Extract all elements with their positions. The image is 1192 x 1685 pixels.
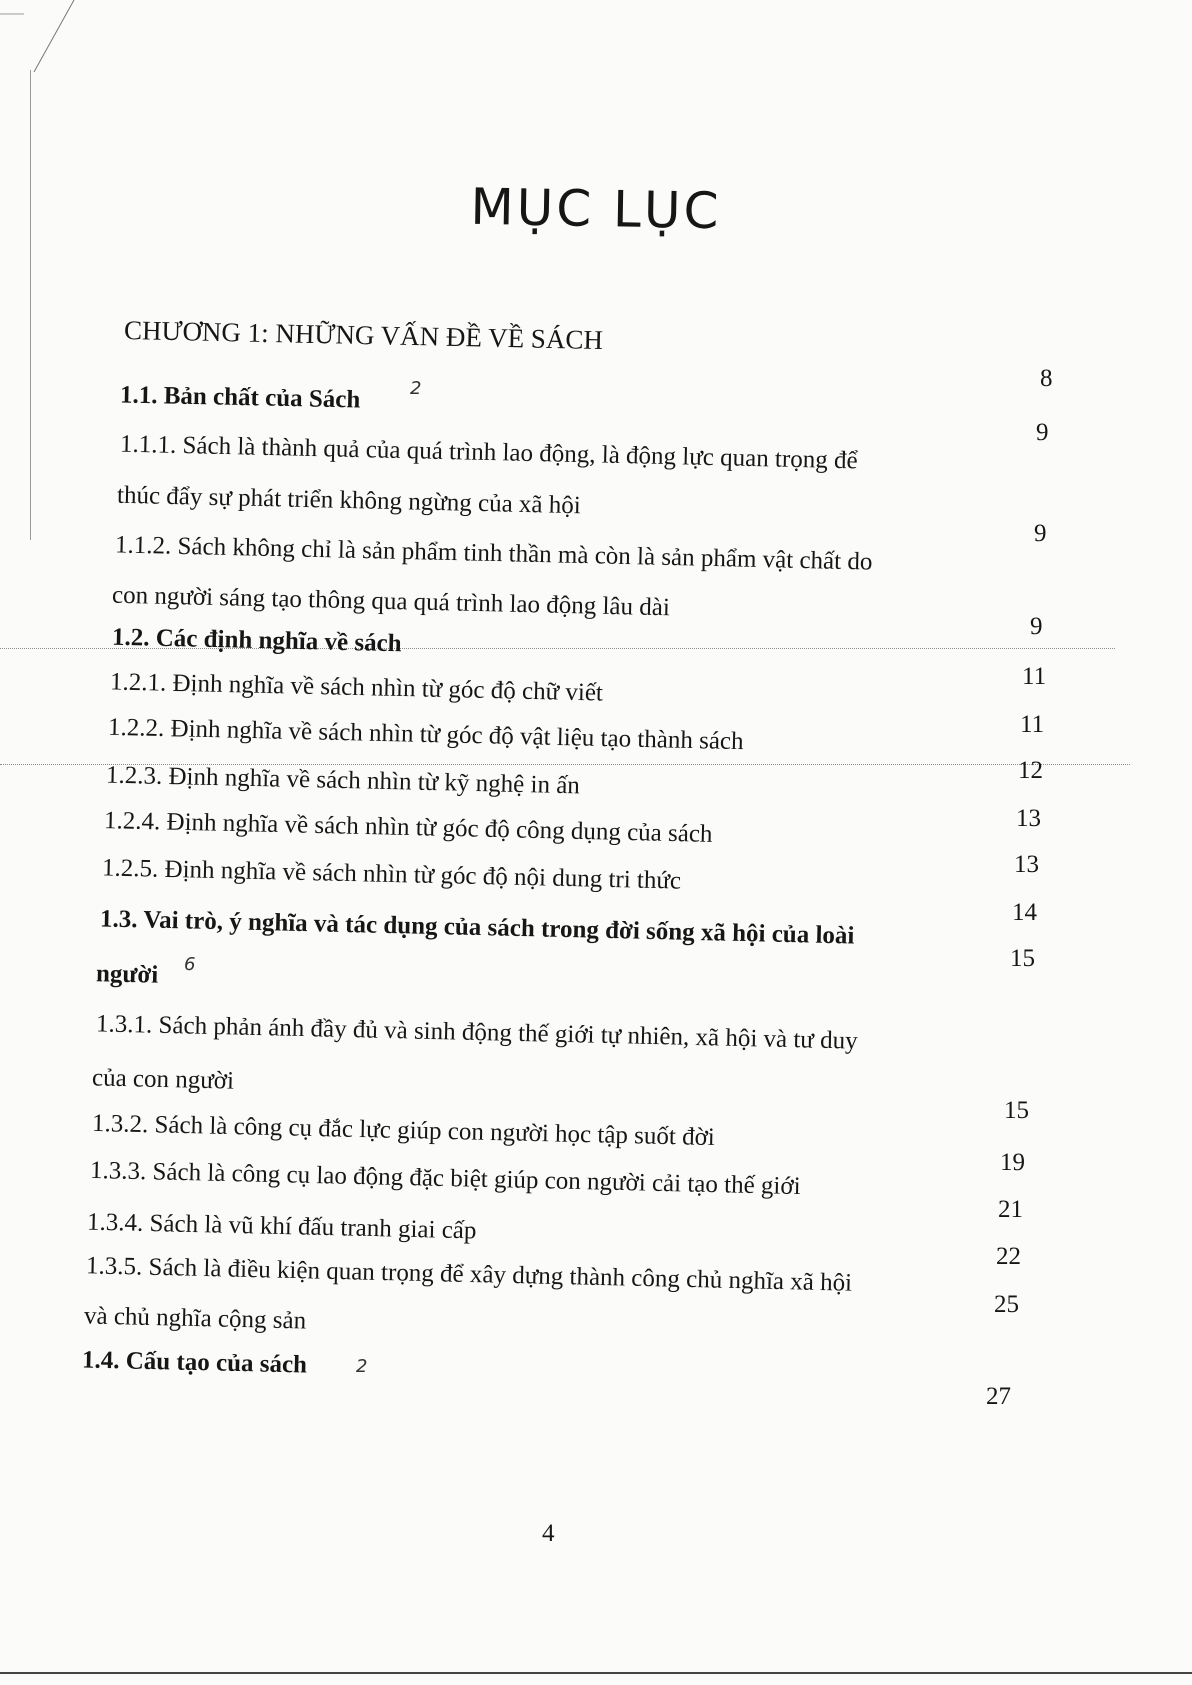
toc-subsection-title: 1.3.4. Sách là vũ khí đấu tranh giai cấp [86, 1208, 477, 1245]
toc-page-number: 8 [1040, 365, 1053, 392]
page-footer-number: 4 [542, 1520, 555, 1547]
toc-subsection-title: 1.3.3. Sách là công cụ lao động đặc biệt giúp con người cải tạo thế giới [89, 1156, 801, 1201]
toc-section-continuation: người [95, 960, 159, 989]
toc-page-number: 27 [986, 1383, 1011, 1410]
toc-page-number: 13 [1014, 851, 1039, 878]
toc-page-number: 14 [1012, 899, 1037, 926]
toc-page-number: 11 [1022, 663, 1047, 690]
toc-subsection-title: 1.2.5. Định nghĩa về sách nhìn từ góc độ nội dung tri thức [101, 854, 682, 895]
toc-page-number: 22 [996, 1243, 1021, 1270]
toc-page-number: 19 [1000, 1149, 1025, 1176]
page-title: MỤC LỤC [470, 177, 722, 241]
toc-page-number: 9 [1030, 613, 1043, 640]
toc-subsection-title: 1.2.2. Định nghĩa về sách nhìn từ góc độ vật liệu tạo thành sách [107, 713, 744, 756]
toc-page-number: 9 [1034, 520, 1047, 547]
toc-subsection-title: 1.3.5. Sách là điều kiện quan trọng để xây dựng thành công chủ nghĩa xã hội [85, 1252, 853, 1297]
toc-subsection-continuation: con người sáng tạo thông qua quá trình lao động lâu dài [111, 581, 671, 622]
toc-page-number: 15 [1010, 945, 1035, 972]
toc-chapter-heading: CHƯƠNG 1: NHỮNG VẤN ĐỀ VỀ SÁCH [123, 314, 604, 356]
toc-subsection-continuation: thúc đẩy sự phát triển không ngừng của xã hội [116, 481, 582, 520]
toc-section-title: 1.3. Vai trò, ý nghĩa và tác dụng của sách trong đời sống xã hội của loài [99, 905, 855, 950]
toc-page-number: 12 [1018, 757, 1043, 784]
handwritten-mark: 6 [184, 954, 196, 975]
toc-subsection-title: 1.1.1. Sách là thành quả của quá trình lao động, là động lực quan trọng để [119, 430, 858, 475]
toc-section-title: 1.1. Bản chất của Sách [119, 381, 361, 414]
toc-subsection-continuation: của con người [91, 1064, 235, 1095]
toc-section-title: 1.2. Các định nghĩa về sách [111, 623, 402, 658]
toc-subsection-continuation: và chủ nghĩa cộng sản [83, 1302, 307, 1335]
toc-subsection-title: 1.3.1. Sách phản ánh đầy đủ và sinh động thế giới tự nhiên, xã hội và tư duy [95, 1010, 858, 1055]
toc-page-number: 9 [1036, 419, 1049, 446]
toc-section-title: 1.4. Cấu tạo của sách [81, 1346, 308, 1379]
toc-subsection-title: 1.1.2. Sách không chỉ là sản phẩm tinh thần mà còn là sản phẩm vật chất do [114, 531, 873, 576]
toc-subsection-title: 1.2.4. Định nghĩa về sách nhìn từ góc độ công dụng của sách [103, 807, 713, 848]
toc-page-number: 25 [994, 1291, 1019, 1318]
scan-edge-line [30, 70, 31, 540]
handwritten-mark: 2 [356, 1356, 368, 1377]
toc-page-number: 21 [998, 1196, 1023, 1223]
toc-page-number: 11 [1020, 711, 1045, 738]
toc-subsection-title: 1.2.3. Định nghĩa về sách nhìn từ kỹ nghệ in ấn [105, 761, 581, 800]
scan-bottom-edge [0, 1672, 1192, 1674]
handwritten-mark: 2 [410, 378, 422, 399]
toc-page-number: 15 [1004, 1097, 1029, 1124]
scan-corner-mark [0, 0, 90, 90]
toc-subsection-title: 1.2.1. Định nghĩa về sách nhìn từ góc độ chữ viết [109, 668, 604, 707]
toc-page-number: 13 [1016, 805, 1041, 832]
toc-subsection-title: 1.3.2. Sách là công cụ đắc lực giúp con người học tập suốt đời [91, 1109, 716, 1152]
